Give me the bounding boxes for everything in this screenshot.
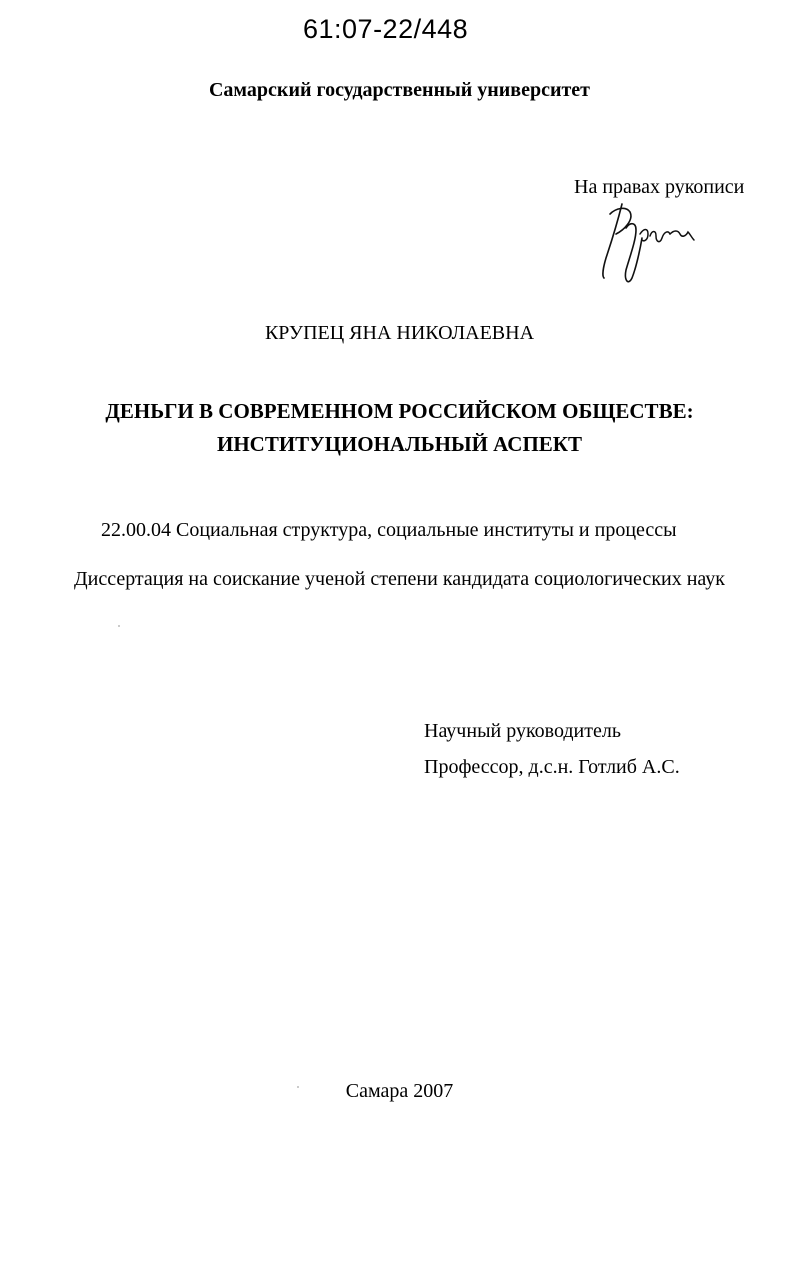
thesis-title-line-1: ДЕНЬГИ В СОВРЕМЕННОМ РОССИЙСКОМ ОБЩЕСТВЕ:: [105, 399, 694, 423]
supervisor-name: Профессор, д.с.н. Готлиб А.С.: [424, 756, 680, 778]
author-signature: [596, 200, 700, 288]
thesis-title: [0, 395, 799, 461]
supervisor-block: [424, 713, 680, 785]
thesis-title-line-2: ИНСТИТУЦИОНАЛЬНЫЙ АСПЕКТ: [216, 432, 583, 456]
city-year: Самара 2007: [345, 1080, 454, 1102]
author-name: КРУПЕЦ ЯНА НИКОЛАЕВНА: [264, 322, 535, 344]
scan-speck: [118, 625, 120, 627]
scan-speck: [297, 1086, 299, 1088]
manuscript-rights-note: На правах рукописи: [574, 176, 745, 198]
degree-note: Диссертация на соискание ученой степени кандидата социологических наук: [73, 568, 726, 590]
catalog-code: 61:07-22/448: [303, 14, 469, 44]
supervisor-label: Научный руководитель: [424, 720, 621, 742]
institution-name: Самарский государственный университет: [208, 79, 590, 101]
specialty-code: 22.00.04 Социальная структура, социальные институты и процессы: [101, 519, 677, 541]
